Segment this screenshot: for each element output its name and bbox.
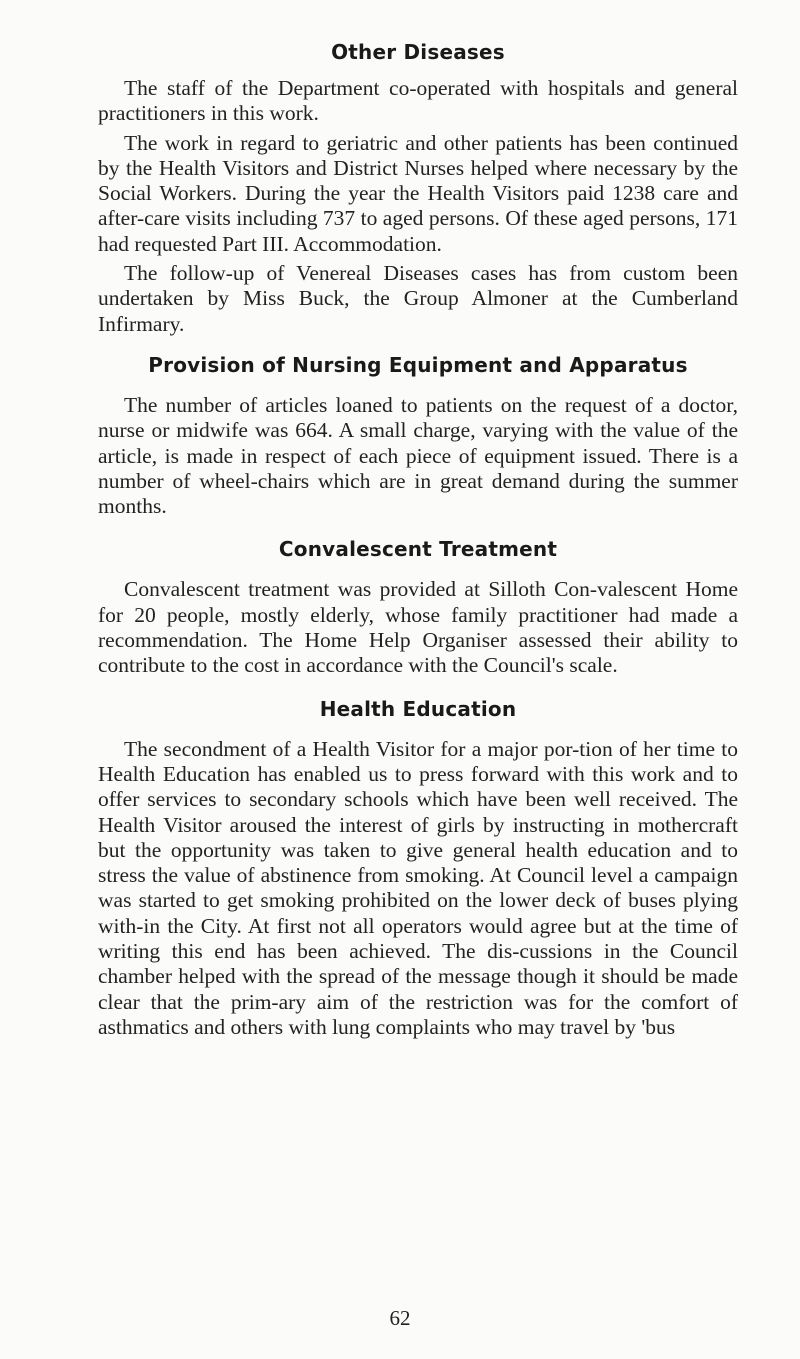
page-content — [98, 40, 738, 1040]
paragraph-convalescent: Convalescent treatment was provided at Silloth Con-valescent Home for 20 people, mostly elderly, whose family practitioner had made a recommendation. The Home Help Organiser assessed their ability to contribute to the cost in accordance with the Council's scale. — [98, 577, 738, 678]
paragraph-provision: The number of articles loaned to patients on the request of a doctor, nurse or midwife was 664. A small charge, varying with the value of the article, is made in respect of each piece of equipment issued. There is a number of wheel-chairs which are in great demand during the summer months. — [98, 392, 738, 519]
page-number: 62 — [389, 1306, 411, 1330]
paragraph-geriatric-patients: The work in regard to geriatric and other patients has been continued by the Health Visitors and District Nurses helped where necessary by the Social Workers. During the year the Health Visitors paid 1238 care and after-care visits including 737 to aged persons. Of these aged persons, 171 had requested Part III. Accommodation. — [98, 130, 738, 256]
paragraph-health-education: The secondment of a Health Visitor for a major por-tion of her time to Health Education has enabled us to press forward with this work and to offer services to secondary schools which have been well received. The Health Visitor aroused the interest of girls by instructing in mothercraft but the opportunity was taken to give general health education and to stress the value of abstinence from smoking. At Council level a campaign was started to get smoking prohibited on the lower deck of buses plying with-in the City. At first not all operators would agree but at the time of writing this end has been achieved. The dis-cussions in the Council chamber helped with the spread of the message though it should be made clear that the prim-ary aim of the restriction was for the comfort of asthmatics and others with lung complaints who may travel by 'bus — [98, 736, 738, 1039]
section-heading-other-diseases: Other Diseases — [331, 40, 505, 64]
paragraph-staff-cooperation: The staff of the Department co-operated with hospitals and general practitioners in this work. — [98, 76, 738, 126]
paragraph-venereal-diseases: The follow-up of Venereal Diseases cases has from custom been undertaken by Miss Buck, the Group Almoner at the Cumberland Infirmary. — [98, 261, 738, 336]
section-heading-provision: Provision of Nursing Equipment and Apparatus — [148, 352, 688, 377]
section-heading-convalescent: Convalescent Treatment — [278, 537, 558, 562]
section-heading-health-education: Health Education — [319, 696, 517, 721]
